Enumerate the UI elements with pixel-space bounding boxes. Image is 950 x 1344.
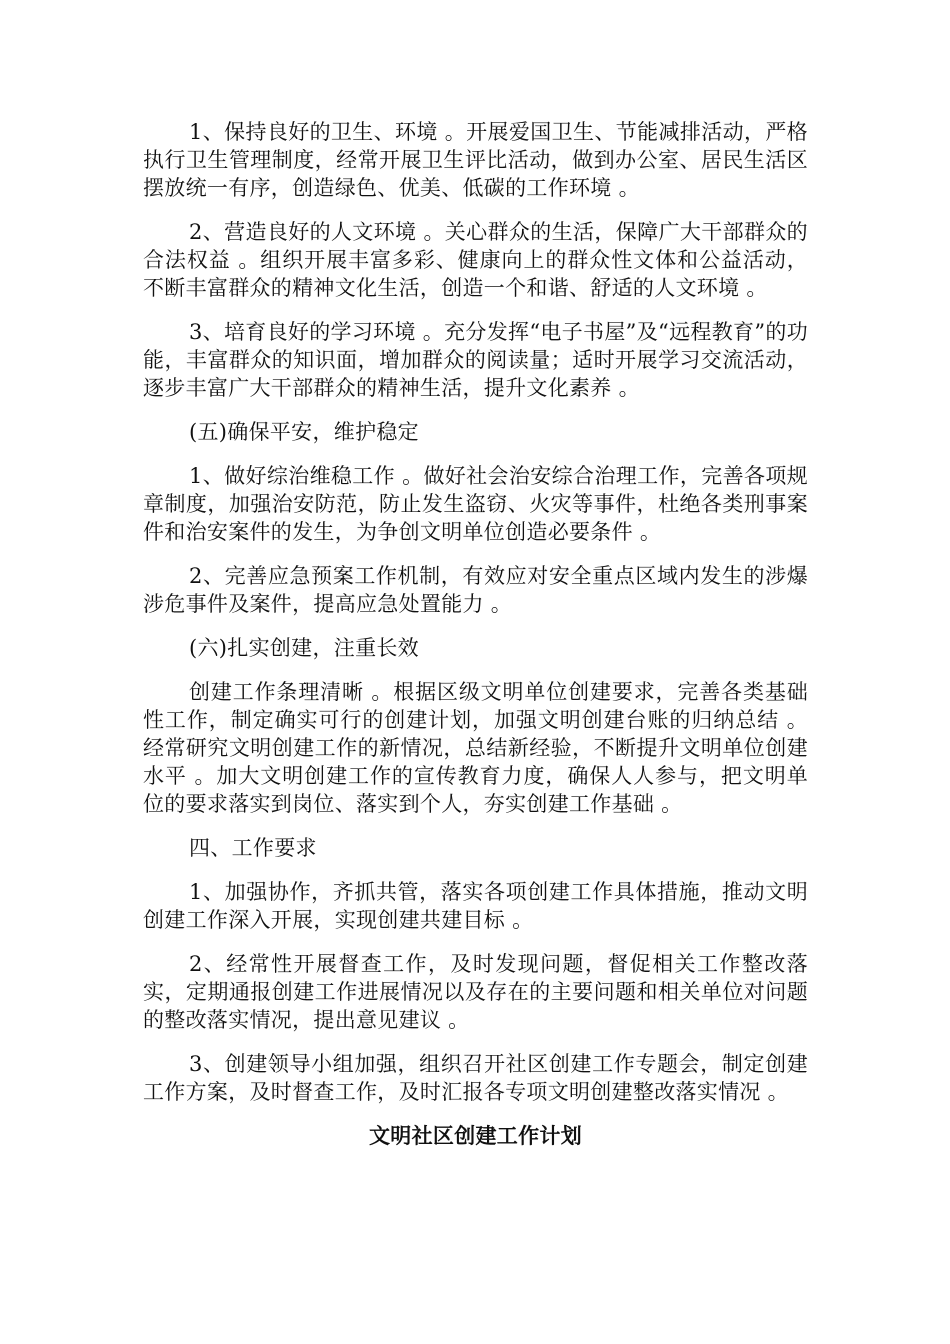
paragraph-requirement-1: 1、加强协作，齐抓共管，落实各项创建工作具体措施，推动文明创建工作深入开展，实现创建共建目标 。 [143, 880, 808, 932]
paragraph-learning-environment: 3、培育良好的学习环境 。充分发挥“电子书屋”及“远程教育”的功能，丰富群众的知识面，增加群众的阅读量；适时开展学习交流活动，逐步丰富广大干部群众的精神生活，提升文化素养 。 [143, 320, 808, 400]
section-heading-requirements: 四、工作要求 [189, 836, 317, 860]
paragraph-creation-work: 创建工作条理清晰 。根据区级文明单位创建要求，完善各类基础性工作，制定确实可行的创建计划，加强文明创建台账的归纳总结 。经常研究文明创建工作的新情况，总结新经验，不断提升文明单位创建水平 。加大文明创建工作的宣传教育力度，确保人人参与，把文明单位的要求落实到岗位、落实到个人，夯实创建工作基础 。 [143, 680, 808, 816]
section-heading-safety: (五)确保平安，维护稳定 [189, 420, 419, 444]
document-body [143, 118, 808, 1150]
paragraph-requirement-2: 2、经常性开展督查工作，及时发现问题，督促相关工作整改落实，定期通报创建工作进展情况以及存在的主要问题和相关单位对问题的整改落实情况，提出意见建议 。 [143, 952, 808, 1032]
paragraph-emergency-plan: 2、完善应急预案工作机制，有效应对安全重点区域内发生的涉爆涉危事件及案件，提高应急处置能力 。 [143, 564, 808, 616]
paragraph-humanistic-environment: 2、营造良好的人文环境 。关心群众的生活，保障广大干部群众的合法权益 。组织开展丰富多彩、健康向上的群众性文体和公益活动，不断丰富群众的精神文化生活，创造一个和谐、舒适的人文环境 。 [143, 220, 808, 300]
section-heading-long-term: (六)扎实创建，注重长效 [189, 636, 419, 660]
paragraph-hygiene-environment: 1、保持良好的卫生、环境 。开展爱国卫生、节能减排活动，严格执行卫生管理制度，经常开展卫生评比活动，做到办公室、居民生活区摆放统一有序，创造绿色、优美、低碳的工作环境 。 [143, 120, 808, 200]
paragraph-requirement-3: 3、创建领导小组加强，组织召开社区创建工作专题会，制定创建工作方案，及时督查工作，及时汇报各专项文明创建整改落实情况 。 [143, 1052, 808, 1104]
paragraph-stability-work: 1、做好综治维稳工作 。做好社会治安综合治理工作，完善各项规章制度，加强治安防范，防止发生盗窃、火灾等事件，杜绝各类刑事案件和治安案件的发生，为争创文明单位创造必要条件 。 [143, 464, 808, 544]
document-title: 文明社区创建工作计划 [369, 1123, 582, 1148]
